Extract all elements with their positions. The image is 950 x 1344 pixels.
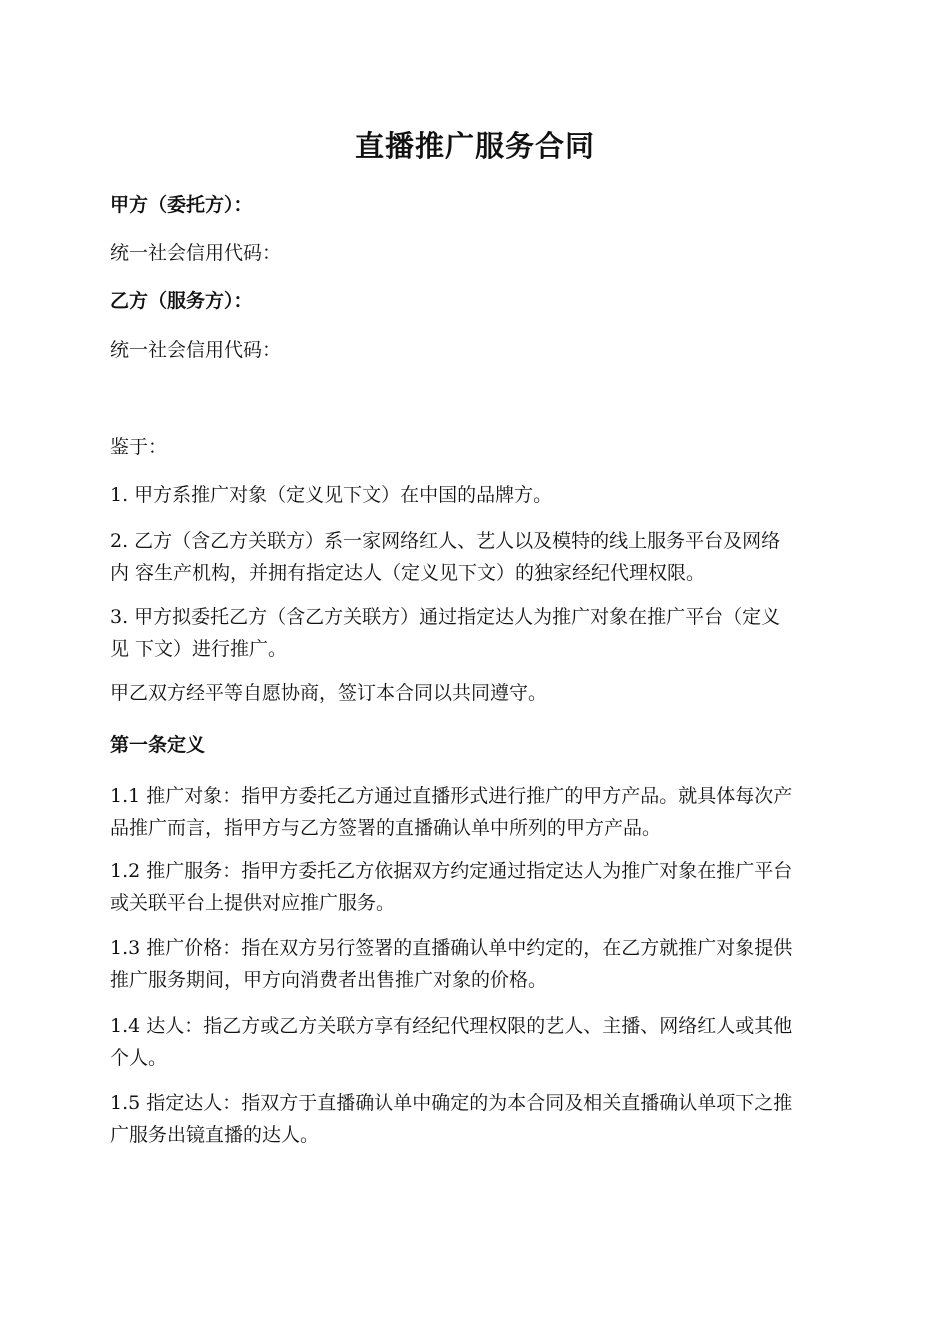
- document-title: 直播推广服务合同: [354, 129, 595, 163]
- recital-2-line-2: 内 容生产机构，并拥有指定达人（定义见下文）的独家经纪代理权限。: [110, 562, 706, 584]
- recital-2: [110, 525, 840, 589]
- recital-3-line-2: 见 下文）进行推广。: [110, 638, 288, 660]
- party-a-label: 甲方（委托方）：: [110, 194, 253, 216]
- recital-3: [110, 601, 840, 665]
- definition-1-5-line-2: 广服务出镜直播的达人。: [110, 1124, 320, 1146]
- recital-2-line-1: 2. 乙方（含乙方关联方）系一家网络红人、艺人以及模特的线上服务平台及网络: [110, 530, 781, 552]
- definition-1-1: [110, 780, 840, 844]
- recital-1-line-1: 1. 甲方系推广对象（定义见下文）在中国的品牌方。: [110, 484, 553, 506]
- definition-1-2: [110, 855, 840, 919]
- definition-1-2-line-2: 或关联平台上提供对应推广服务。: [110, 892, 396, 914]
- definition-1-5-line-1: 1.5 指定达人：指双方于直播确认单中确定的为本合同及相关直播确认单项下之推: [110, 1092, 793, 1114]
- definition-1-3-line-1: 1.3 推广价格：指在双方另行签署的直播确认单中约定的，在乙方就推广对象提供: [110, 937, 793, 959]
- definition-1-3-line-2: 推广服务期间，甲方向消费者出售推广对象的价格。: [110, 969, 548, 991]
- party-a-credit-code: 统一社会信用代码：: [110, 242, 282, 264]
- article-1-heading: 第一条定义: [110, 734, 206, 756]
- definition-1-1-line-2: 品推广而言，指甲方与乙方签署的直播确认单中所列的甲方产品。: [110, 817, 662, 839]
- definition-1-4-line-2: 个人。: [110, 1047, 168, 1069]
- definition-1-2-line-1: 1.2 推广服务：指甲方委托乙方依据双方约定通过指定达人为推广对象在推广平台: [110, 860, 793, 882]
- recital-3-line-1: 3. 甲方拟委托乙方（含乙方关联方）通过指定达人为推广对象在推广平台（定义: [110, 606, 781, 628]
- party-b-credit-code: 统一社会信用代码：: [110, 339, 282, 361]
- definition-1-3: [110, 932, 840, 996]
- recital-1: [110, 479, 840, 511]
- definition-1-5: [110, 1087, 840, 1151]
- agreement-statement: 甲乙双方经平等自愿协商，签订本合同以共同遵守。: [110, 682, 548, 704]
- definition-1-4: [110, 1010, 840, 1074]
- definition-1-4-line-1: 1.4 达人：指乙方或乙方关联方享有经纪代理权限的艺人、主播、网络红人或其他: [110, 1015, 793, 1037]
- definition-1-1-line-1: 1.1 推广对象：指甲方委托乙方通过直播形式进行推广的甲方产品。就具体每次产: [110, 785, 793, 807]
- party-b-label: 乙方（服务方）：: [110, 290, 253, 312]
- whereas-heading: 鉴于：: [110, 436, 168, 458]
